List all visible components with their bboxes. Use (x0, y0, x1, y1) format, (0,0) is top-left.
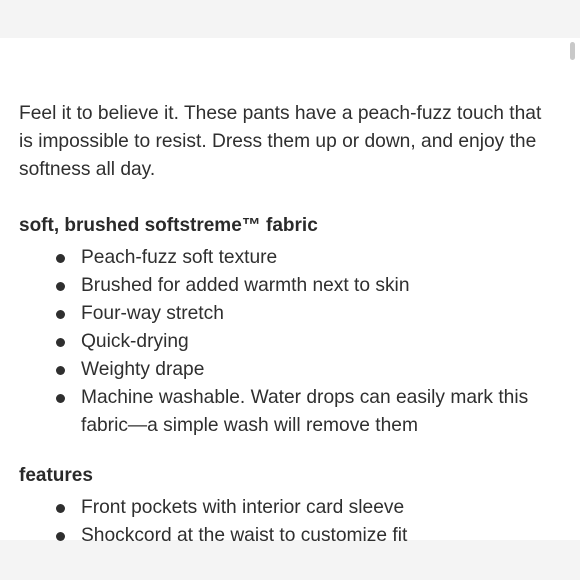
list-item (19, 384, 559, 440)
product-description-panel (0, 38, 566, 546)
list-item-text: Brushed for added warmth next to skin (81, 275, 410, 296)
list-item-text: Shockcord at the waist to customize fit (81, 525, 408, 546)
bullet-dot-icon (56, 338, 65, 347)
scrollbar-thumb[interactable] (570, 42, 575, 60)
list-item-text: Front pockets with interior card sleeve (81, 497, 405, 518)
list-item (19, 494, 559, 522)
list-item (19, 356, 559, 384)
features-bullet-list (19, 494, 559, 550)
list-item (19, 244, 559, 272)
section-heading-fabric: soft, brushed softstreme™ fabric (19, 215, 318, 236)
bullet-dot-icon (56, 254, 65, 263)
list-item (19, 272, 559, 300)
scrollbar-track[interactable] (566, 38, 580, 540)
bullet-dot-icon (56, 504, 65, 513)
bullet-dot-icon (56, 366, 65, 375)
fabric-bullet-list (19, 244, 559, 440)
list-item (19, 300, 559, 328)
bullet-dot-icon (56, 282, 65, 291)
list-item-text: Machine washable. Water drops can easily mark this fabric—a simple wash will remove them (81, 387, 529, 436)
bullet-dot-icon (56, 394, 65, 403)
list-item-text: Peach-fuzz soft texture (81, 247, 278, 268)
list-item-text: Four-way stretch (81, 303, 224, 324)
list-item (19, 328, 559, 356)
list-item-text: Quick-drying (81, 331, 189, 352)
intro-paragraph: Feel it to believe it. These pants have a peach-fuzz touch that is impossible to resist. Dress them up or down, and enjoy the softness all day. (19, 103, 542, 180)
list-item (19, 522, 559, 550)
bullet-dot-icon (56, 532, 65, 541)
bullet-dot-icon (56, 310, 65, 319)
section-heading-features: features (19, 465, 93, 486)
list-item-text: Weighty drape (81, 359, 205, 380)
product-description-content (19, 100, 559, 550)
